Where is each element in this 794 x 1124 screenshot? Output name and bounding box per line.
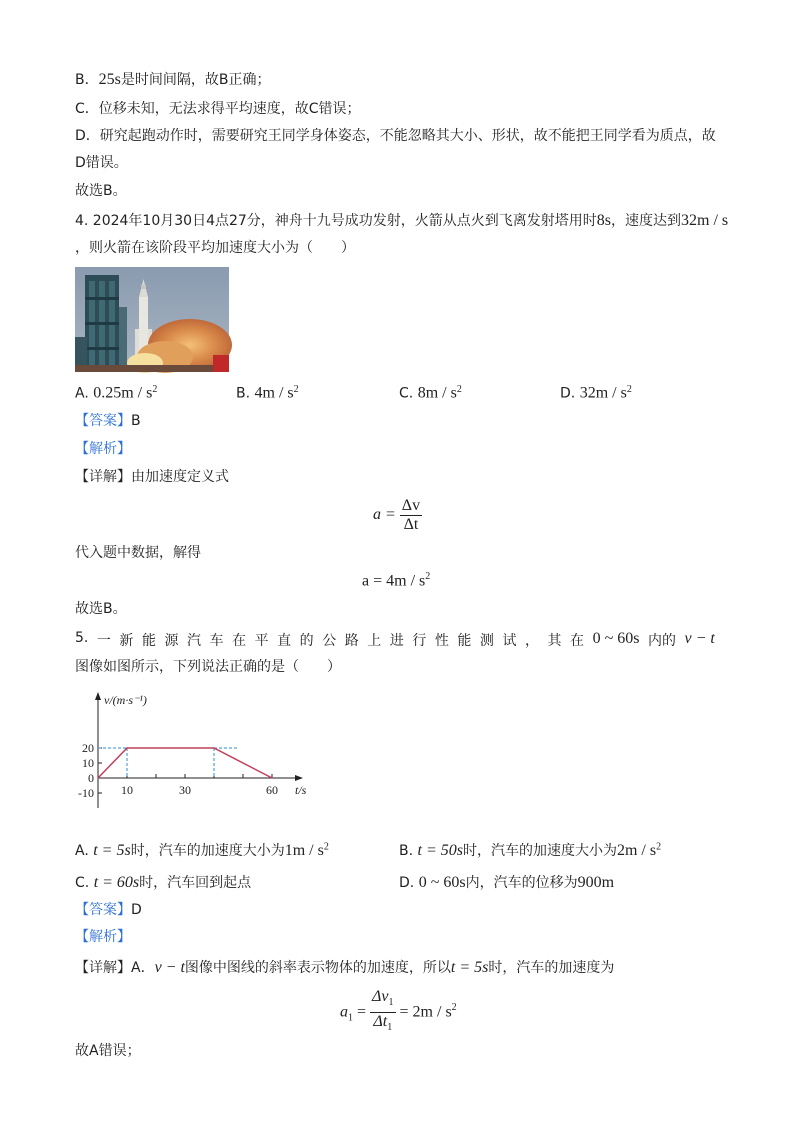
- velocity-point: [271, 777, 273, 779]
- q4-stem: 4. 2024年10月30日4点27分，神舟十九号成功发射，火箭从点火到飞离发射塔用时8s，速度达到32m / s: [75, 212, 729, 229]
- q4-stem-line2: ，则火箭在该阶段平均加速度大小为（ ）: [75, 240, 355, 256]
- y-tick-label-10: 10: [82, 756, 94, 770]
- x-tick-label-30: 30: [179, 783, 191, 797]
- velocity-series-line: [98, 748, 272, 778]
- q5-analysis-tag: 【解析】: [75, 929, 131, 945]
- velocity-point: [97, 777, 99, 779]
- q5-option-c[interactable]: C. t = 60s时，汽车回到起点: [75, 874, 252, 891]
- q5-last-line: 故A错误；: [75, 1043, 141, 1059]
- q4-answer: 【答案】B: [75, 413, 141, 429]
- q5-answer: 【答案】D: [75, 902, 142, 918]
- q5-option-d[interactable]: D. 0 ~ 60s内，汽车的位移为900m: [399, 874, 615, 891]
- rocket-launch-photo: [75, 267, 229, 372]
- q3-option-d-explanation: D．研究起跑动作时，需要研究王同学身体姿态，不能忽略其大小、形状，故不能把王同学看为质点，故: [75, 128, 716, 144]
- q4-conclusion: 故选B。: [75, 601, 127, 617]
- q4-acceleration-formula: a = $\frac{\Delta v}{\Delta t}$: [373, 497, 421, 533]
- q3-conclusion: 故选B。: [75, 183, 127, 199]
- q3-option-c-explanation: C．位移未知，无法求得平均速度，故C错误；: [75, 101, 361, 117]
- vt-graph: [75, 688, 307, 827]
- q4-result-formula: $a = 4m / s^2$: [362, 571, 431, 590]
- x-tick-label-60: 60: [266, 783, 278, 797]
- y-tick-label-20: 20: [82, 741, 94, 755]
- q4-option-b[interactable]: B. $4m / s^2$: [236, 384, 299, 402]
- q4-analysis-tag: 【解析】: [75, 441, 131, 457]
- q5-detail: 【详解】A．v − t图像中图线的斜率表示物体的加速度，所以t = 5s时，汽车的加速度为: [75, 959, 615, 976]
- vt-graph-svg: [75, 688, 307, 823]
- y-tick-label-0: 0: [88, 771, 94, 785]
- q5-option-a[interactable]: A. t = 5s时，汽车的加速度大小为$1m / s^2$: [75, 841, 329, 859]
- q5-stem-line2: 图像如图所示，下列说法正确的是（ ）: [75, 659, 341, 675]
- q5-acceleration-formula: $a_1$ = $\frac{\Delta v_1}{\Delta t_1}$ = $2m / s^2$: [340, 988, 457, 1034]
- velocity-point: [126, 747, 128, 749]
- q4-option-c[interactable]: C. $8m / s^2$: [399, 384, 462, 402]
- x-axis-label: t/s: [295, 783, 307, 797]
- x-axis-arrow: [295, 775, 303, 781]
- q3-option-d-explanation-cont: D错误。: [75, 155, 128, 171]
- q4-detail: 【详解】由加速度定义式: [75, 469, 229, 485]
- q4-option-a[interactable]: A. $0.25m / s^2$: [75, 384, 158, 402]
- q5-stem: 5. 一 新 能 源 汽 车 在 平 直 的 公 路 上 进 行 性 能 测 试 ， 其 在 0 ~ 60s 内的 v − t: [75, 630, 715, 649]
- q4-option-d[interactable]: D. $32m / s^2$: [560, 384, 632, 402]
- x-tick-label-10: 10: [121, 783, 133, 797]
- y-axis-arrow: [95, 692, 101, 700]
- velocity-point: [213, 747, 215, 749]
- y-tick-label-neg10: -10: [78, 786, 94, 800]
- q3-option-b-explanation: B．25s是时间间隔，故B正确；: [75, 71, 271, 88]
- q5-option-b[interactable]: B. t = 50s时，汽车的加速度大小为$2m / s^2$: [399, 841, 662, 859]
- y-axis-label: v/(m·s⁻¹): [104, 693, 147, 707]
- q4-substitute-text: 代入题中数据，解得: [75, 545, 201, 561]
